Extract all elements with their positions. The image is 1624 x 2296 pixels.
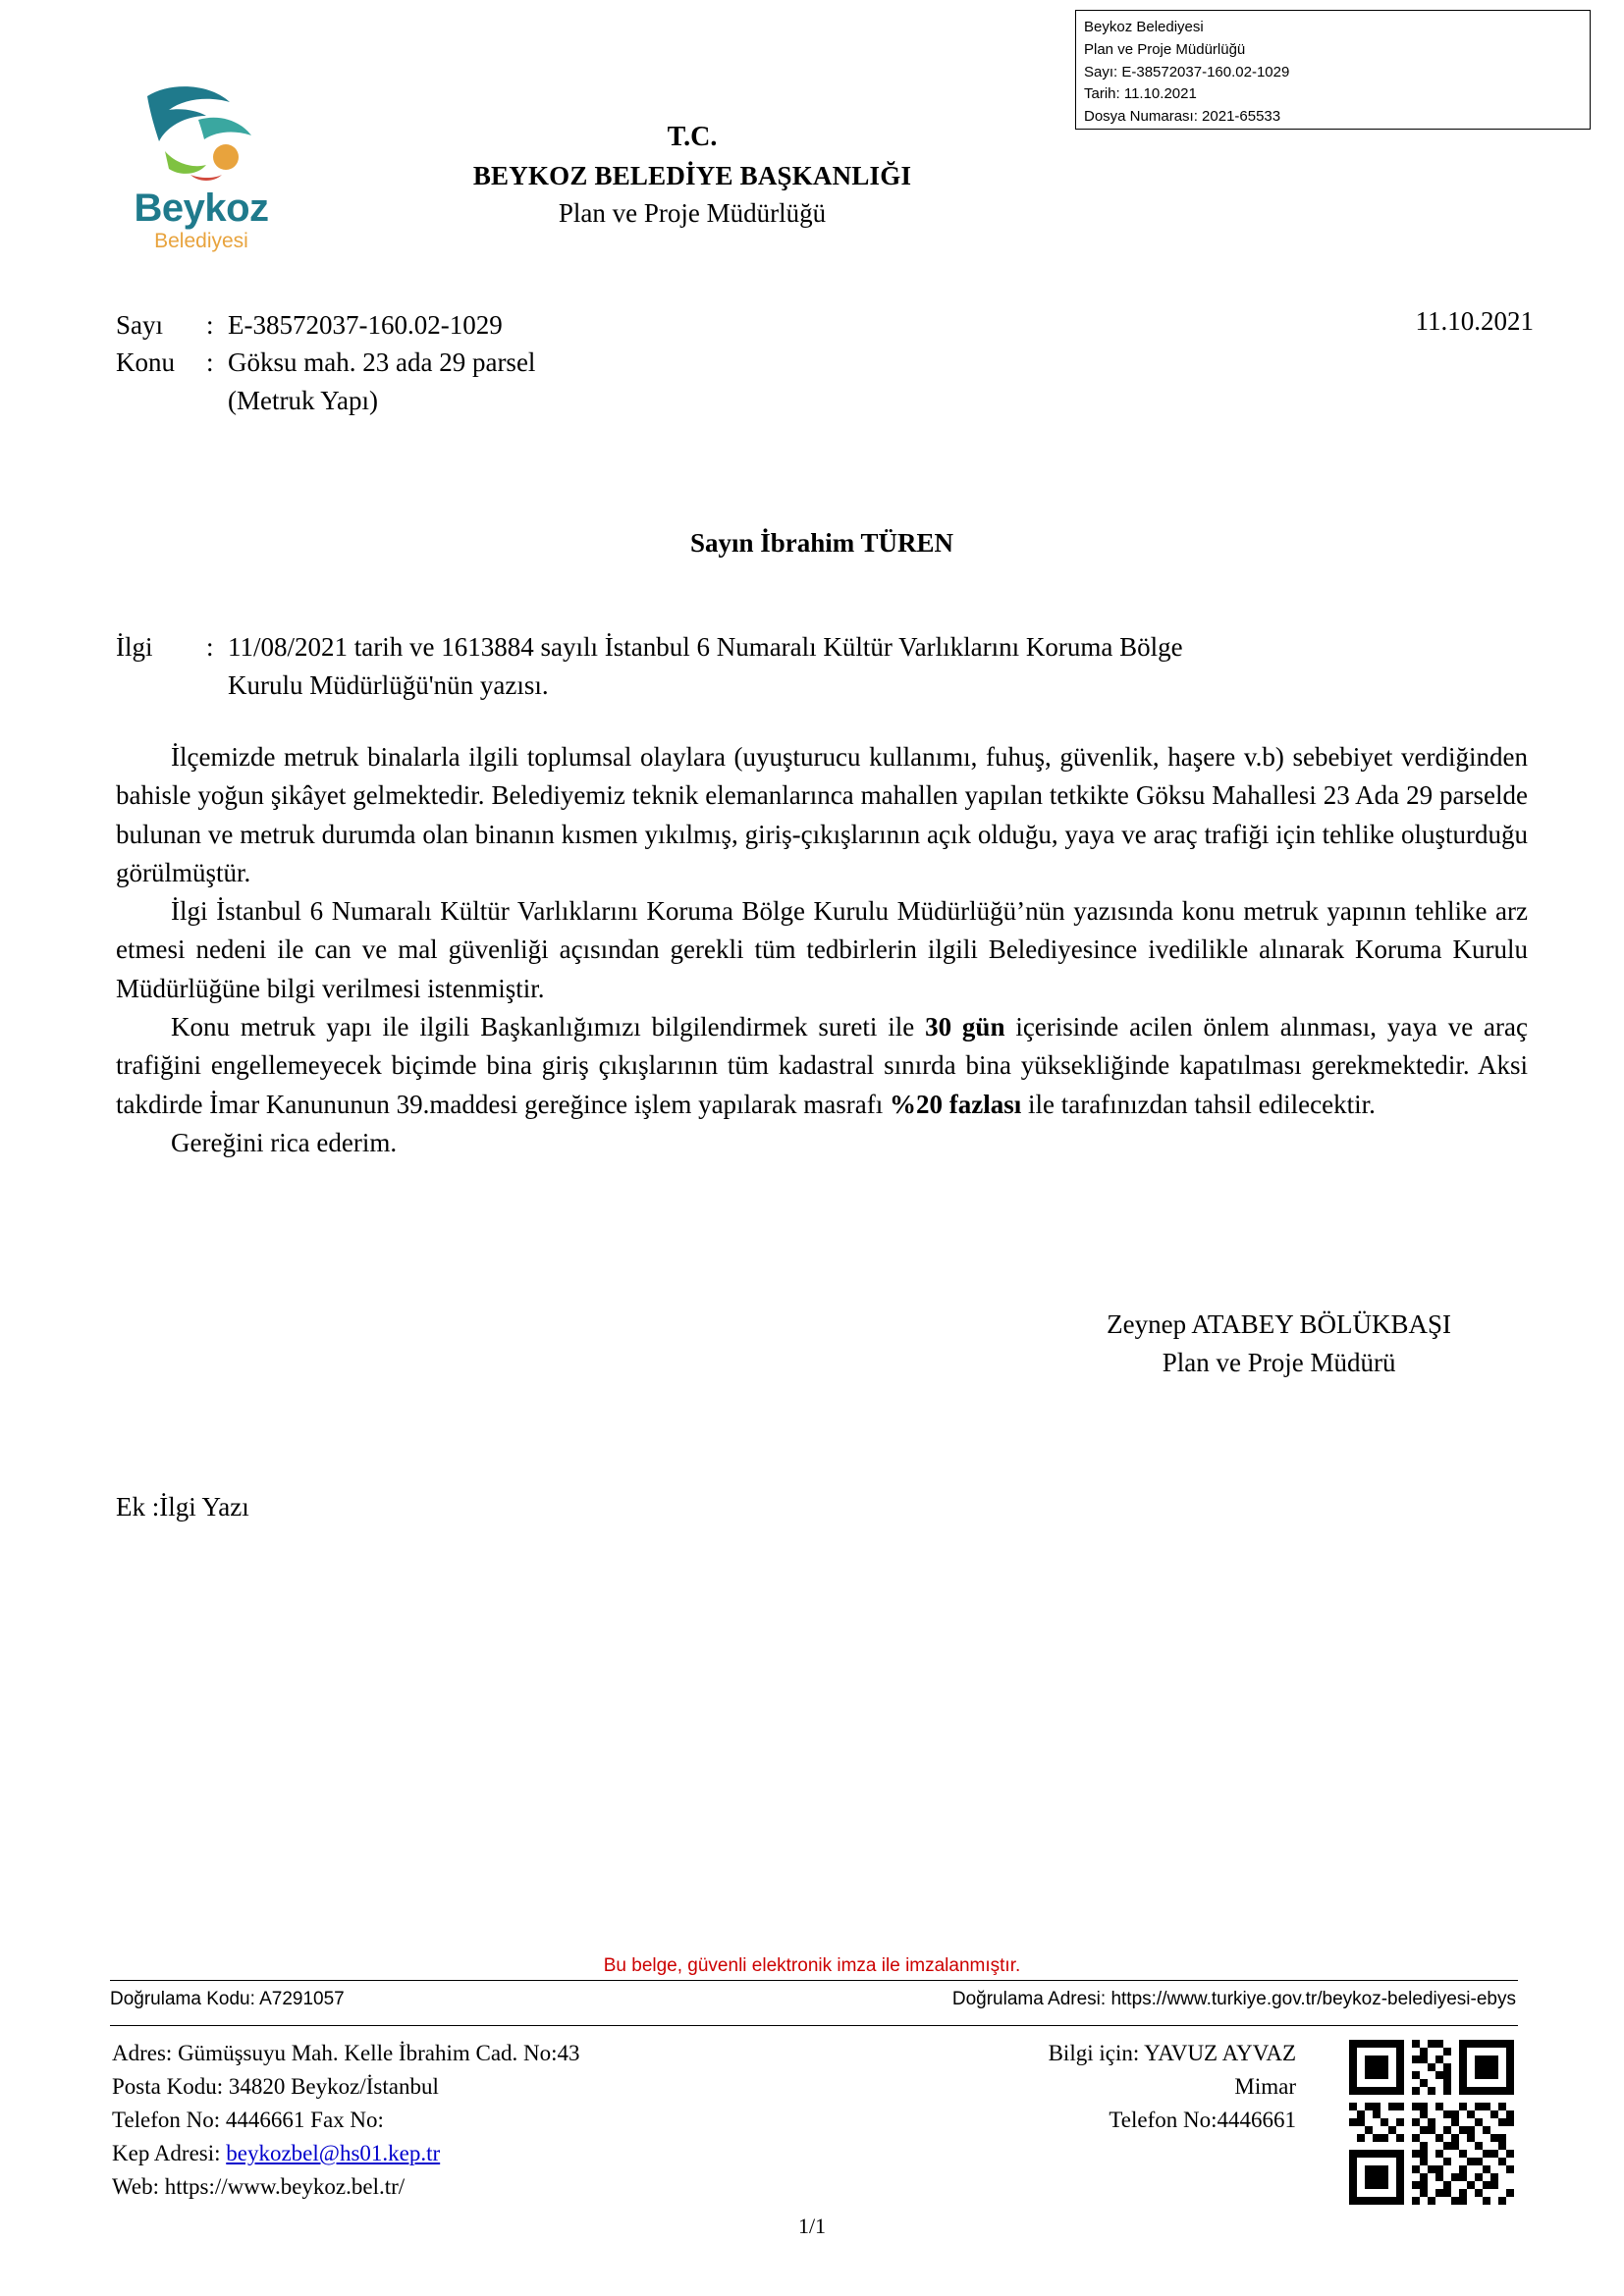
registration-stamp-box (1075, 10, 1591, 130)
meta-sep-sayi: : (206, 310, 214, 340)
meta-sep-konu: : (206, 347, 214, 378)
body-p3-part-a: Konu metruk yapı ile ilgili Başkanlığımızı bilgilendirmek sureti ile (171, 1011, 926, 1041)
footer-contact-phone: Telefon No:4446661 (1109, 2108, 1296, 2133)
header-tc: T.C. (667, 122, 718, 152)
footer-address: Adres: Gümüşsuyu Mah. Kelle İbrahim Cad. No:43 (112, 2041, 580, 2065)
document-meta (116, 306, 535, 419)
beykoz-municipality-logo (108, 80, 295, 267)
electronic-signature-note: Bu belge, güvenli elektronik imza ile imzalanmıştır. (603, 1955, 1021, 1976)
attachment-note: Ek :İlgi Yazı (116, 1492, 249, 1522)
header-department: Plan ve Proje Müdürlüğü (558, 198, 827, 229)
meta-value-konu: Göksu mah. 23 ada 29 parsel (228, 347, 536, 378)
footer-web-row (112, 2170, 580, 2204)
reference-sep: : (206, 632, 214, 662)
logo-mark-icon (108, 80, 295, 188)
verification-address: Doğrulama Adresi: https://www.turkiye.gov.tr/beykoz-belediyesi-ebys (951, 1989, 1516, 2009)
stamp-line-number: Sayı: E-38572037-160.02-1029 (1084, 63, 1290, 80)
meta-value-konu-second-line: (Metruk Yapı) (228, 385, 378, 415)
qr-code-image (1349, 2040, 1514, 2205)
body-p3-emphasis-duration: 30 gün (925, 1011, 1005, 1041)
body-p3-emphasis-surcharge: %20 fazlası (889, 1089, 1022, 1119)
page-number: 1/1 (797, 2214, 827, 2238)
reference-line-1: 11/08/2021 tarih ve 1613884 sayılı İstanbul 6 Numaralı Kültür Varlıklarını Koruma Bölge (228, 632, 1183, 662)
document-header (324, 118, 1060, 232)
body-paragraph-1: İlçemizde metruk binalarla ilgili toplumsal olaylara (uyuşturucu kullanımı, fuhuş, güvenlik, haşere v.b) sebebiyet verdiğinden bahisle yoğun şikâyet gelmektedir. Belediyemiz teknik elemanlarınca mahallen yapılan tetkikte Göksu Mahallesi 23 Ada 29 parselde bulunan ve metruk durumda olan binanın kısmen yıkılmış, giriş-çıkışlarının açık olduğu, yaya ve araç trafiği için tehlike oluşturduğu görülmüştür. (116, 742, 1528, 887)
logo-text-belediyesi: Belediyesi (154, 230, 248, 252)
footer-kep-link[interactable]: beykozbel@hs01.kep.tr (226, 2141, 441, 2166)
body-paragraph-2: İlgi İstanbul 6 Numaralı Kültür Varlıklarını Koruma Bölge Kurulu Müdürlüğü’nün yazısında konu metruk yapının tehlike arz etmesi nedeni ile can ve mal güvenliği açısından gerekli tüm tedbirlerin ilgili Belediyesince ivedilikle alınarak Koruma Kurulu Müdürlüğüne bilgi verilmesi istenmiştir. (116, 896, 1528, 1003)
footer-address-block (112, 2037, 580, 2204)
stamp-line-department: Plan ve Proje Müdürlüğü (1084, 40, 1246, 58)
meta-value-sayi: E-38572037-160.02-1029 (228, 310, 503, 340)
stamp-line-institution: Beykoz Belediyesi (1084, 19, 1204, 35)
body-paragraph-3 (116, 1008, 1528, 1124)
stamp-line-file-number: Dosya Numarası: 2021-65533 (1084, 108, 1281, 126)
footer-kep-row (112, 2137, 580, 2170)
body-paragraph-4: Gereğini rica ederim. (171, 1127, 398, 1157)
footer-divider-top (110, 1980, 1518, 1981)
reference-block (116, 628, 1530, 705)
meta-label-sayi: Sayı (116, 310, 164, 340)
reference-label: İlgi (116, 632, 153, 662)
document-date: 11.10.2021 (1415, 306, 1534, 336)
footer-contact-title: Mimar (1234, 2074, 1296, 2100)
document-body (116, 738, 1528, 1162)
meta-row-konu (116, 344, 535, 381)
footer-contact-person: Bilgi için: YAVUZ AYVAZ (1048, 2041, 1296, 2065)
footer-phone: Telefon No: 4446661 Fax No: (112, 2108, 384, 2133)
reference-head-row (116, 628, 1530, 667)
footer-contact-block (884, 2037, 1296, 2137)
signer-title: Plan ve Proje Müdürü (1162, 1348, 1396, 1378)
addressee-line: Sayın İbrahim TÜREN (689, 528, 954, 558)
qr-code (1349, 2040, 1514, 2205)
footer-web-value: https://www.beykoz.bel.tr/ (164, 2174, 406, 2200)
footer-divider-bottom (110, 2025, 1518, 2026)
stamp-line-date: Tarih: 11.10.2021 (1084, 85, 1197, 103)
meta-row-sayi (116, 306, 535, 344)
footer-web-label: Web: (112, 2174, 165, 2200)
footer-kep-label: Kep Adresi: (112, 2141, 227, 2166)
meta-label-konu: Konu (116, 347, 175, 378)
header-institution: BEYKOZ BELEDİYE BAŞKANLIĞI (472, 160, 912, 190)
body-p3-part-b: içerisinde acilen önlem alınması, yaya ve araç trafiğini engellemeyecek biçimde bina giriş çıkışlarının tüm kadastral sınırda bina yüksekliğinde kapatılması gerekmektedir. Aksi takdirde İmar Kanununun 39.maddesi gereğince işlem yapılarak masrafı (116, 1011, 1528, 1119)
logo-text-beykoz: Beykoz (134, 187, 269, 230)
footer-postcode: Posta Kodu: 34820 Beykoz/İstanbul (112, 2074, 439, 2100)
verification-code: Doğrulama Kodu: A7291057 (110, 1989, 345, 2009)
reference-line-2: Kurulu Müdürlüğü'nün yazısı. (228, 670, 549, 701)
signer-name: Zeynep ATABEY BÖLÜKBAŞI (1107, 1309, 1451, 1339)
signature-block (1107, 1306, 1451, 1382)
body-p3-part-c: ile tarafınızdan tahsil edilecektir. (1021, 1089, 1376, 1119)
